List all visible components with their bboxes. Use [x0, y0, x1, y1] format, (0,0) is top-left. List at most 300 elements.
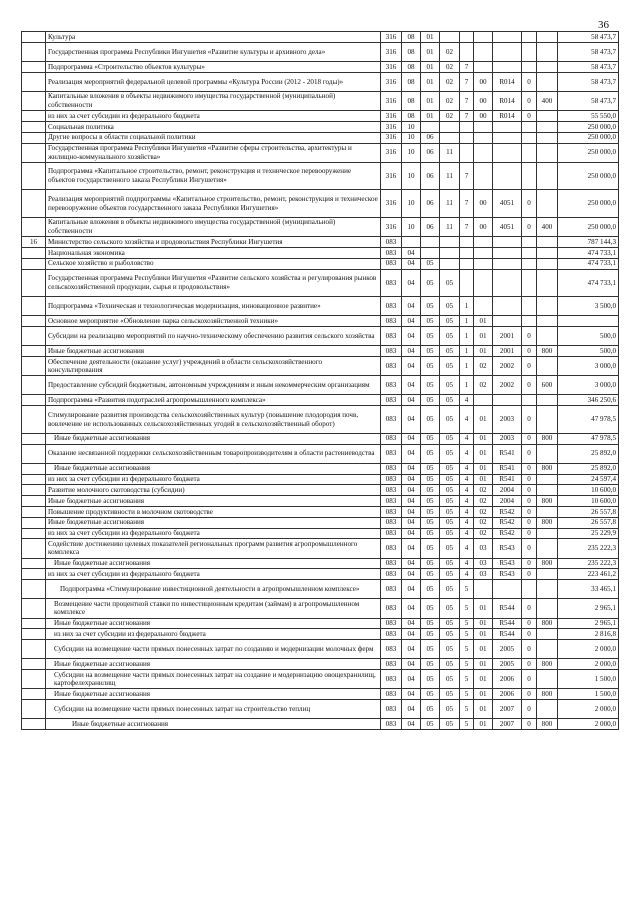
code-digit-cell	[522, 42, 537, 61]
subsection-code-cell: 05	[421, 558, 440, 569]
grbs-code-cell: 316	[381, 217, 402, 236]
subprogram-code-cell: 5	[460, 719, 474, 730]
section-code-cell: 08	[402, 72, 421, 91]
section-code-cell: 04	[402, 496, 421, 507]
subsection-code-cell: 05	[421, 539, 440, 558]
expense-type-cell	[537, 162, 558, 190]
row-number-cell	[22, 406, 46, 434]
event-code-cell	[474, 247, 493, 258]
grbs-code-cell: 316	[381, 190, 402, 218]
section-code-cell: 08	[402, 61, 421, 72]
expense-type-cell	[537, 190, 558, 218]
row-number-cell	[22, 689, 46, 700]
amount-cell: 500,0	[558, 346, 619, 357]
program-code-cell: 05	[440, 395, 460, 406]
amount-cell: 58 473,7	[558, 72, 619, 91]
section-code-cell: 04	[402, 346, 421, 357]
item-name-cell: Сельское хозяйство и рыболовство	[46, 258, 381, 269]
subsection-code-cell: 05	[421, 700, 440, 719]
subprogram-code-cell: 4	[460, 558, 474, 569]
subsection-code-cell: 05	[421, 433, 440, 444]
code-digit-cell: 0	[522, 569, 537, 580]
event-code-cell	[474, 143, 493, 162]
event-code-cell: 01	[474, 316, 493, 327]
subsection-code-cell: 01	[421, 111, 440, 122]
section-code-cell: 08	[402, 42, 421, 61]
subprogram-code-cell: 5	[460, 689, 474, 700]
table-row	[22, 32, 619, 43]
section-code-cell: 04	[402, 258, 421, 269]
code-digit-cell: 0	[522, 496, 537, 507]
program-code-cell: 05	[440, 528, 460, 539]
item-name-cell: из них за счет субсидии из федерального бюджета	[46, 569, 381, 580]
grbs-code-cell: 083	[381, 297, 402, 316]
expense-type-cell	[537, 528, 558, 539]
direction-code-cell: R542	[493, 528, 522, 539]
section-code-cell: 10	[402, 190, 421, 218]
direction-code-cell: 2006	[493, 670, 522, 689]
item-name-cell: Капитальные вложения в объекты недвижимого имущества государственной (муниципальной) собственности	[46, 91, 381, 110]
subprogram-code-cell: 4	[460, 528, 474, 539]
item-name-cell: Капитальные вложения в объекты недвижимого имущества государственной (муниципальной) собственности	[46, 217, 381, 236]
grbs-code-cell: 083	[381, 539, 402, 558]
grbs-code-cell: 083	[381, 247, 402, 258]
event-code-cell: 02	[474, 485, 493, 496]
subprogram-code-cell: 4	[460, 474, 474, 485]
section-code-cell: 04	[402, 618, 421, 629]
expense-type-cell: 600	[537, 376, 558, 395]
table-row	[22, 258, 619, 269]
subsection-code-cell: 05	[421, 528, 440, 539]
section-code-cell: 04	[402, 689, 421, 700]
expense-type-cell	[537, 132, 558, 143]
item-name-cell: Подпрограмма «Строительство объектов культуры»	[46, 61, 381, 72]
subprogram-code-cell: 5	[460, 670, 474, 689]
grbs-code-cell: 083	[381, 485, 402, 496]
expense-type-cell	[537, 32, 558, 43]
row-number-cell	[22, 569, 46, 580]
code-digit-cell: 0	[522, 433, 537, 444]
direction-code-cell: 2004	[493, 496, 522, 507]
row-number-cell	[22, 111, 46, 122]
program-code-cell: 05	[440, 463, 460, 474]
amount-cell: 1 500,0	[558, 670, 619, 689]
budget-table	[21, 31, 619, 730]
program-code-cell: 05	[440, 640, 460, 659]
row-number-cell	[22, 433, 46, 444]
grbs-code-cell: 083	[381, 258, 402, 269]
code-digit-cell: 0	[522, 539, 537, 558]
grbs-code-cell: 316	[381, 42, 402, 61]
budget-table-body	[22, 32, 619, 730]
code-digit-cell	[522, 395, 537, 406]
program-code-cell: 05	[440, 507, 460, 518]
subprogram-code-cell: 7	[460, 111, 474, 122]
subprogram-code-cell: 7	[460, 72, 474, 91]
subprogram-code-cell: 1	[460, 297, 474, 316]
subsection-code-cell: 05	[421, 474, 440, 485]
event-code-cell: 01	[474, 599, 493, 618]
code-digit-cell: 0	[522, 528, 537, 539]
direction-code-cell	[493, 162, 522, 190]
grbs-code-cell: 316	[381, 132, 402, 143]
table-row	[22, 444, 619, 463]
section-code-cell: 08	[402, 32, 421, 43]
row-number-cell	[22, 640, 46, 659]
event-code-cell	[474, 297, 493, 316]
grbs-code-cell: 083	[381, 463, 402, 474]
subsection-code-cell: 05	[421, 297, 440, 316]
grbs-code-cell: 083	[381, 395, 402, 406]
item-name-cell: Субсидии на возмещение части прямых понесенных затрат по созданию и модернизации молочных ферм	[46, 640, 381, 659]
subsection-code-cell: 05	[421, 507, 440, 518]
item-name-cell: Возмещение части процентной ставки по инвестиционным кредитам (займам) в агропромышленном комплексе	[46, 599, 381, 618]
grbs-code-cell: 083	[381, 406, 402, 434]
subsection-code-cell: 01	[421, 91, 440, 110]
subsection-code-cell: 01	[421, 61, 440, 72]
direction-code-cell: 2006	[493, 689, 522, 700]
direction-code-cell	[493, 395, 522, 406]
amount-cell: 346 250,6	[558, 395, 619, 406]
expense-type-cell	[537, 269, 558, 297]
row-number-cell	[22, 190, 46, 218]
program-code-cell	[440, 32, 460, 43]
subprogram-code-cell: 4	[460, 569, 474, 580]
event-code-cell: 01	[474, 346, 493, 357]
grbs-code-cell: 083	[381, 517, 402, 528]
item-name-cell: Подпрограмма «Стимулирование инвестиционной деятельности в агропромышленном комплексе»	[46, 580, 381, 599]
code-digit-cell: 0	[522, 670, 537, 689]
grbs-code-cell: 083	[381, 700, 402, 719]
code-digit-cell: 0	[522, 689, 537, 700]
event-code-cell: 02	[474, 517, 493, 528]
program-code-cell: 05	[440, 629, 460, 640]
item-name-cell: Иные бюджетные ассигнования	[46, 463, 381, 474]
code-digit-cell	[522, 237, 537, 248]
section-code-cell: 04	[402, 640, 421, 659]
event-code-cell: 01	[474, 640, 493, 659]
grbs-code-cell: 083	[381, 558, 402, 569]
code-digit-cell: 0	[522, 357, 537, 376]
event-code-cell: 03	[474, 558, 493, 569]
code-digit-cell: 0	[522, 91, 537, 110]
subprogram-code-cell: 4	[460, 406, 474, 434]
table-row	[22, 247, 619, 258]
row-number-cell	[22, 269, 46, 297]
grbs-code-cell: 083	[381, 507, 402, 518]
program-code-cell: 05	[440, 316, 460, 327]
direction-code-cell	[493, 247, 522, 258]
event-code-cell: 01	[474, 327, 493, 346]
subsection-code-cell: 05	[421, 618, 440, 629]
direction-code-cell: R014	[493, 91, 522, 110]
row-number-cell	[22, 217, 46, 236]
amount-cell: 47 978,5	[558, 433, 619, 444]
subprogram-code-cell: 7	[460, 61, 474, 72]
program-code-cell: 05	[440, 558, 460, 569]
amount-cell: 10 600,0	[558, 496, 619, 507]
code-digit-cell: 0	[522, 72, 537, 91]
amount-cell: 2 000,0	[558, 700, 619, 719]
row-number-cell	[22, 539, 46, 558]
section-code-cell: 04	[402, 539, 421, 558]
table-row	[22, 395, 619, 406]
code-digit-cell: 0	[522, 346, 537, 357]
item-name-cell: из них за счет субсидии из федерального бюджета	[46, 629, 381, 640]
expense-type-cell: 800	[537, 496, 558, 507]
direction-code-cell: 2007	[493, 700, 522, 719]
program-code-cell: 02	[440, 91, 460, 110]
row-number-cell	[22, 132, 46, 143]
amount-cell: 474 733,1	[558, 247, 619, 258]
grbs-code-cell: 083	[381, 269, 402, 297]
section-code-cell: 08	[402, 111, 421, 122]
section-code-cell: 04	[402, 395, 421, 406]
row-number-cell	[22, 444, 46, 463]
code-digit-cell: 0	[522, 444, 537, 463]
table-row	[22, 618, 619, 629]
amount-cell: 474 733,1	[558, 258, 619, 269]
section-code-cell: 04	[402, 629, 421, 640]
row-number-cell	[22, 395, 46, 406]
grbs-code-cell: 083	[381, 237, 402, 248]
row-number-cell	[22, 496, 46, 507]
section-code-cell: 04	[402, 297, 421, 316]
event-code-cell: 02	[474, 528, 493, 539]
code-digit-cell	[522, 297, 537, 316]
subsection-code-cell: 05	[421, 357, 440, 376]
table-row	[22, 162, 619, 190]
code-digit-cell: 0	[522, 217, 537, 236]
event-code-cell: 01	[474, 433, 493, 444]
section-code-cell	[402, 237, 421, 248]
direction-code-cell: 2007	[493, 719, 522, 730]
section-code-cell: 10	[402, 143, 421, 162]
code-digit-cell: 0	[522, 485, 537, 496]
program-code-cell: 05	[440, 719, 460, 730]
expense-type-cell	[537, 258, 558, 269]
grbs-code-cell: 083	[381, 316, 402, 327]
subsection-code-cell: 05	[421, 463, 440, 474]
subsection-code-cell: 05	[421, 258, 440, 269]
amount-cell: 235 222,3	[558, 558, 619, 569]
direction-code-cell: R542	[493, 507, 522, 518]
subprogram-code-cell	[460, 143, 474, 162]
event-code-cell: 02	[474, 357, 493, 376]
grbs-code-cell: 083	[381, 719, 402, 730]
direction-code-cell: R543	[493, 569, 522, 580]
code-digit-cell: 0	[522, 507, 537, 518]
subsection-code-cell: 05	[421, 569, 440, 580]
program-code-cell: 02	[440, 42, 460, 61]
direction-code-cell	[493, 132, 522, 143]
amount-cell: 2 816,8	[558, 629, 619, 640]
amount-cell: 58 473,7	[558, 42, 619, 61]
event-code-cell: 00	[474, 91, 493, 110]
item-name-cell: Другие вопросы в области социальной политики	[46, 132, 381, 143]
subprogram-code-cell: 1	[460, 346, 474, 357]
amount-cell: 26 557,8	[558, 507, 619, 518]
item-name-cell: Стимулирование развития производства сельскохозяйственных культур (повышение плодородия почв, вовлечение не использованных сельскохозяйственных угодий в сельскохозяйственный оборот)	[46, 406, 381, 434]
program-code-cell: 05	[440, 689, 460, 700]
event-code-cell: 01	[474, 444, 493, 463]
code-digit-cell: 0	[522, 517, 537, 528]
subprogram-code-cell: 4	[460, 485, 474, 496]
grbs-code-cell: 083	[381, 659, 402, 670]
table-row	[22, 72, 619, 91]
event-code-cell: 00	[474, 190, 493, 218]
event-code-cell: 02	[474, 376, 493, 395]
subsection-code-cell: 05	[421, 599, 440, 618]
direction-code-cell: R542	[493, 517, 522, 528]
expense-type-cell: 800	[537, 463, 558, 474]
code-digit-cell: 0	[522, 659, 537, 670]
subprogram-code-cell: 1	[460, 376, 474, 395]
subsection-code-cell: 06	[421, 190, 440, 218]
subsection-code-cell: 01	[421, 42, 440, 61]
direction-code-cell: 2003	[493, 433, 522, 444]
section-code-cell: 10	[402, 162, 421, 190]
code-digit-cell: 0	[522, 719, 537, 730]
expense-type-cell	[537, 42, 558, 61]
table-row	[22, 517, 619, 528]
program-code-cell: 05	[440, 700, 460, 719]
grbs-code-cell: 316	[381, 91, 402, 110]
amount-cell: 58 473,7	[558, 61, 619, 72]
program-code-cell: 11	[440, 217, 460, 236]
event-code-cell: 01	[474, 670, 493, 689]
grbs-code-cell: 083	[381, 670, 402, 689]
grbs-code-cell: 083	[381, 357, 402, 376]
direction-code-cell	[493, 269, 522, 297]
section-code-cell: 04	[402, 376, 421, 395]
amount-cell	[558, 316, 619, 327]
section-code-cell: 04	[402, 507, 421, 518]
row-number-cell	[22, 346, 46, 357]
direction-code-cell: 2001	[493, 346, 522, 357]
subprogram-code-cell: 5	[460, 640, 474, 659]
code-digit-cell: 0	[522, 474, 537, 485]
event-code-cell: 01	[474, 474, 493, 485]
event-code-cell: 01	[474, 629, 493, 640]
program-code-cell: 02	[440, 61, 460, 72]
code-digit-cell	[522, 258, 537, 269]
subprogram-code-cell: 5	[460, 618, 474, 629]
row-number-cell	[22, 629, 46, 640]
item-name-cell: из них за счет субсидии из федерального бюджета	[46, 528, 381, 539]
table-row	[22, 327, 619, 346]
program-code-cell: 05	[440, 376, 460, 395]
amount-cell: 25 892,0	[558, 463, 619, 474]
table-row	[22, 217, 619, 236]
event-code-cell	[474, 121, 493, 132]
expense-type-cell	[537, 569, 558, 580]
event-code-cell: 00	[474, 217, 493, 236]
expense-type-cell	[537, 395, 558, 406]
direction-code-cell: 4051	[493, 190, 522, 218]
event-code-cell: 02	[474, 496, 493, 507]
subsection-code-cell: 05	[421, 406, 440, 434]
subprogram-code-cell: 7	[460, 162, 474, 190]
direction-code-cell	[493, 32, 522, 43]
subprogram-code-cell: 5	[460, 599, 474, 618]
direction-code-cell: 2005	[493, 659, 522, 670]
subsection-code-cell: 05	[421, 346, 440, 357]
expense-type-cell	[537, 121, 558, 132]
event-code-cell	[474, 395, 493, 406]
grbs-code-cell: 083	[381, 629, 402, 640]
subprogram-code-cell	[460, 237, 474, 248]
row-number-cell: 16	[22, 237, 46, 248]
amount-cell: 250 000,0	[558, 190, 619, 218]
row-number-cell	[22, 72, 46, 91]
amount-cell: 2 965,1	[558, 618, 619, 629]
code-digit-cell	[522, 61, 537, 72]
program-code-cell: 05	[440, 539, 460, 558]
expense-type-cell	[537, 237, 558, 248]
item-name-cell: Подпрограмма «Техническая и технологическая модернизация, инновационное развитие»	[46, 297, 381, 316]
subsection-code-cell: 05	[421, 444, 440, 463]
expense-type-cell	[537, 700, 558, 719]
program-code-cell	[440, 132, 460, 143]
row-number-cell	[22, 618, 46, 629]
amount-cell: 58 473,7	[558, 32, 619, 43]
section-code-cell: 04	[402, 659, 421, 670]
item-name-cell: Основное мероприятие «Обновление парка сельскохозяйственной техники»	[46, 316, 381, 327]
event-code-cell	[474, 269, 493, 297]
table-row	[22, 474, 619, 485]
expense-type-cell	[537, 670, 558, 689]
subprogram-code-cell: 4	[460, 463, 474, 474]
amount-cell: 235 222,3	[558, 539, 619, 558]
direction-code-cell: 2002	[493, 376, 522, 395]
table-row	[22, 670, 619, 689]
direction-code-cell: 2005	[493, 640, 522, 659]
event-code-cell	[474, 32, 493, 43]
item-name-cell: Национальная экономика	[46, 247, 381, 258]
event-code-cell: 03	[474, 539, 493, 558]
item-name-cell: Министерство сельского хозяйства и продовольствия Республики Ингушетия	[46, 237, 381, 248]
expense-type-cell	[537, 485, 558, 496]
direction-code-cell: R541	[493, 474, 522, 485]
item-name-cell: Содействие достижению целевых показателей региональных программ развития агропромышленного комплекса	[46, 539, 381, 558]
table-row	[22, 496, 619, 507]
subsection-code-cell: 05	[421, 670, 440, 689]
row-number-cell	[22, 143, 46, 162]
expense-type-cell	[537, 357, 558, 376]
table-row	[22, 719, 619, 730]
grbs-code-cell: 316	[381, 121, 402, 132]
table-row	[22, 237, 619, 248]
expense-type-cell: 800	[537, 517, 558, 528]
row-number-cell	[22, 485, 46, 496]
direction-code-cell: 2004	[493, 485, 522, 496]
subsection-code-cell	[421, 247, 440, 258]
section-code-cell: 04	[402, 719, 421, 730]
grbs-code-cell: 316	[381, 143, 402, 162]
grbs-code-cell: 083	[381, 569, 402, 580]
row-number-cell	[22, 316, 46, 327]
subprogram-code-cell: 4	[460, 539, 474, 558]
item-name-cell: Развитие молочного скотоводства (субсидии)	[46, 485, 381, 496]
amount-cell: 787 144,3	[558, 237, 619, 248]
expense-type-cell: 400	[537, 91, 558, 110]
section-code-cell: 10	[402, 121, 421, 132]
expense-type-cell	[537, 444, 558, 463]
row-number-cell	[22, 327, 46, 346]
amount-cell: 250 000,0	[558, 162, 619, 190]
expense-type-cell: 800	[537, 346, 558, 357]
